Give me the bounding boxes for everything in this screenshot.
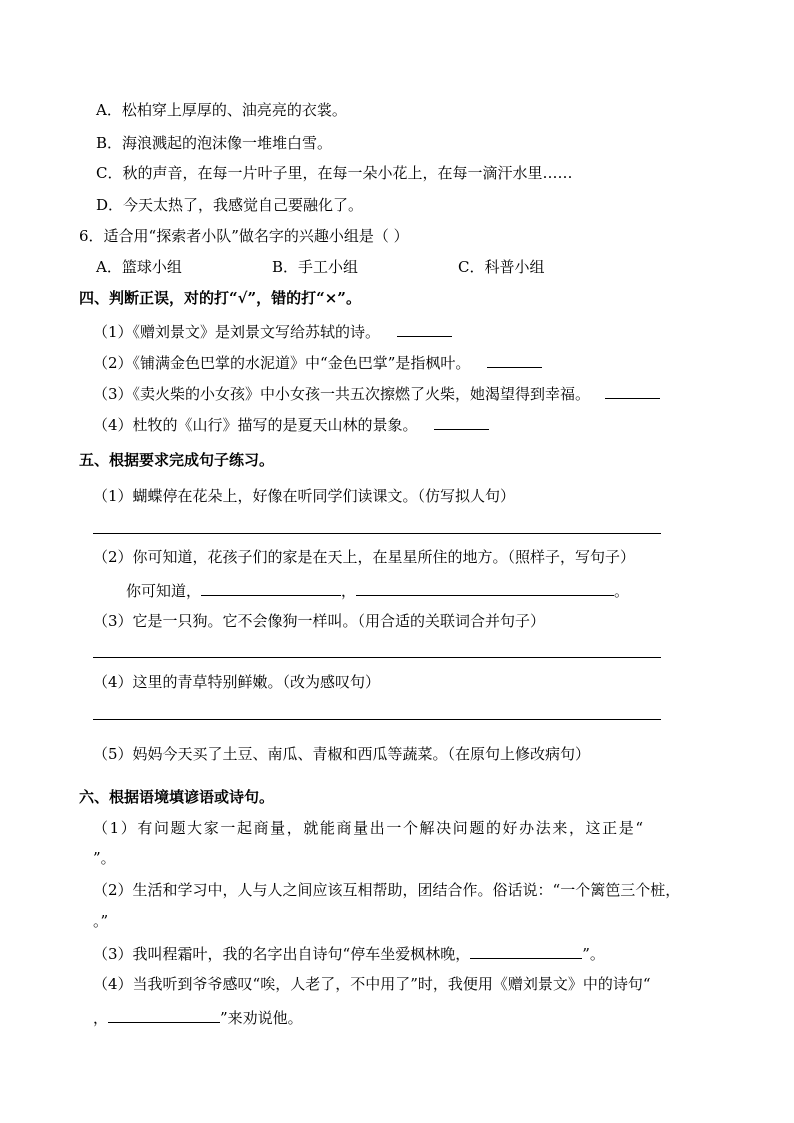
section5-item-1: （1）蝴蝶停在花朵上，好像在听同学们读课文。（仿写拟人句） xyxy=(93,487,516,505)
section5-item-5: （5）妈妈今天买了土豆、南瓜、青椒和西瓜等蔬菜。（在原句上修改病句） xyxy=(93,745,591,763)
section4-title: 四、判断正误，对的打“√”，错的打“×”。 xyxy=(79,289,361,307)
item3-suffix: ”。 xyxy=(582,945,605,963)
section5-item-2: （2）你可知道，花孩子们的家是在天上，在星星所住的地方。（照样子，写句子） xyxy=(93,548,636,566)
item2-comma: ， xyxy=(341,582,357,600)
item2-end: 。 xyxy=(614,582,630,600)
q5-option-c: C．秋的声音，在每一片叶子里，在每一朵小花上，在每一滴汗水里…… xyxy=(96,164,573,182)
section6-item-4-line1: （4）当我听到爷爷感叹“唉，人老了，不中用了”时，我便用《赠刘景文》中的诗句“ xyxy=(93,975,651,993)
q6-stem: 6．适合用“探索者小队”做名字的兴趣小组是（ ） xyxy=(79,227,409,245)
q6-option-c: C．科普小组 xyxy=(458,258,545,276)
q5-option-b: B．海浪溅起的泡沫像一堆堆白雪。 xyxy=(96,134,333,152)
answer-blank[interactable] xyxy=(605,382,660,399)
section4-item-2 xyxy=(93,351,542,373)
section4-item-4 xyxy=(93,413,489,435)
section4-item-1 xyxy=(93,320,452,342)
section5-item-4: （4）这里的青草特别鲜嫩。（改为感叹句） xyxy=(93,673,381,691)
section4-item-3 xyxy=(93,382,660,404)
answer-line[interactable] xyxy=(93,719,661,720)
answer-blank[interactable] xyxy=(108,1006,220,1023)
section6-item-4-line2 xyxy=(93,1006,303,1028)
section6-item-2-line2: 。” xyxy=(93,912,109,930)
item4-prefix: ， xyxy=(93,1009,109,1027)
answer-blank[interactable] xyxy=(487,351,542,368)
section5-item-3: （3）它是一只狗。它不会像狗一样叫。（用合适的关联词合并句子） xyxy=(93,612,546,630)
answer-blank[interactable] xyxy=(470,942,582,959)
section6-item-2-line1: （2）生活和学习中，人与人之间应该互相帮助，团结合作。俗话说：“一个篱笆三个桩， xyxy=(93,881,681,899)
section6-item-1-line2: ”。 xyxy=(93,849,116,867)
section5-item-2-answer xyxy=(126,579,629,601)
section4-item-1-text: （1）《赠刘景文》是刘景文写给苏轼的诗。 xyxy=(93,323,381,341)
q6-option-a: A．篮球小组 xyxy=(96,258,182,276)
section6-item-1-line1: （1）有问题大家一起商量，就能商量出一个解决问题的好办法来，这正是“ xyxy=(93,819,645,837)
section5-title: 五、根据要求完成句子练习。 xyxy=(79,451,275,469)
item3-prefix: （3）我叫程霜叶，我的名字出自诗句“停车坐爱枫林晚， xyxy=(93,945,471,963)
item2-prefix: 你可知道， xyxy=(126,582,202,600)
q5-option-a: A．松柏穿上厚厚的、油亮亮的衣裳。 xyxy=(96,101,347,119)
answer-blank[interactable] xyxy=(356,579,614,596)
answer-blank[interactable] xyxy=(397,320,452,337)
q6-options xyxy=(96,257,544,277)
q6-option-b: B．手工小组 xyxy=(272,258,359,276)
section4-item-3-text: （3）《卖火柴的小女孩》中小女孩一共五次擦燃了火柴，她渴望得到幸福。 xyxy=(93,385,591,403)
q5-option-d: D．今天太热了，我感觉自己要融化了。 xyxy=(96,196,364,214)
item4-suffix: ”来劝说他。 xyxy=(220,1009,303,1027)
answer-blank[interactable] xyxy=(201,579,341,596)
answer-line[interactable] xyxy=(93,657,661,658)
answer-blank[interactable] xyxy=(434,413,489,430)
section6-title: 六、根据语境填谚语或诗句。 xyxy=(79,788,275,806)
section6-item-3 xyxy=(93,942,605,964)
section4-item-4-text: （4）杜牧的《山行》描写的是夏天山林的景象。 xyxy=(93,416,418,434)
answer-line[interactable] xyxy=(93,533,661,534)
section4-item-2-text: （2）《铺满金色巴掌的水泥道》中“金色巴掌”是指枫叶。 xyxy=(93,354,471,372)
